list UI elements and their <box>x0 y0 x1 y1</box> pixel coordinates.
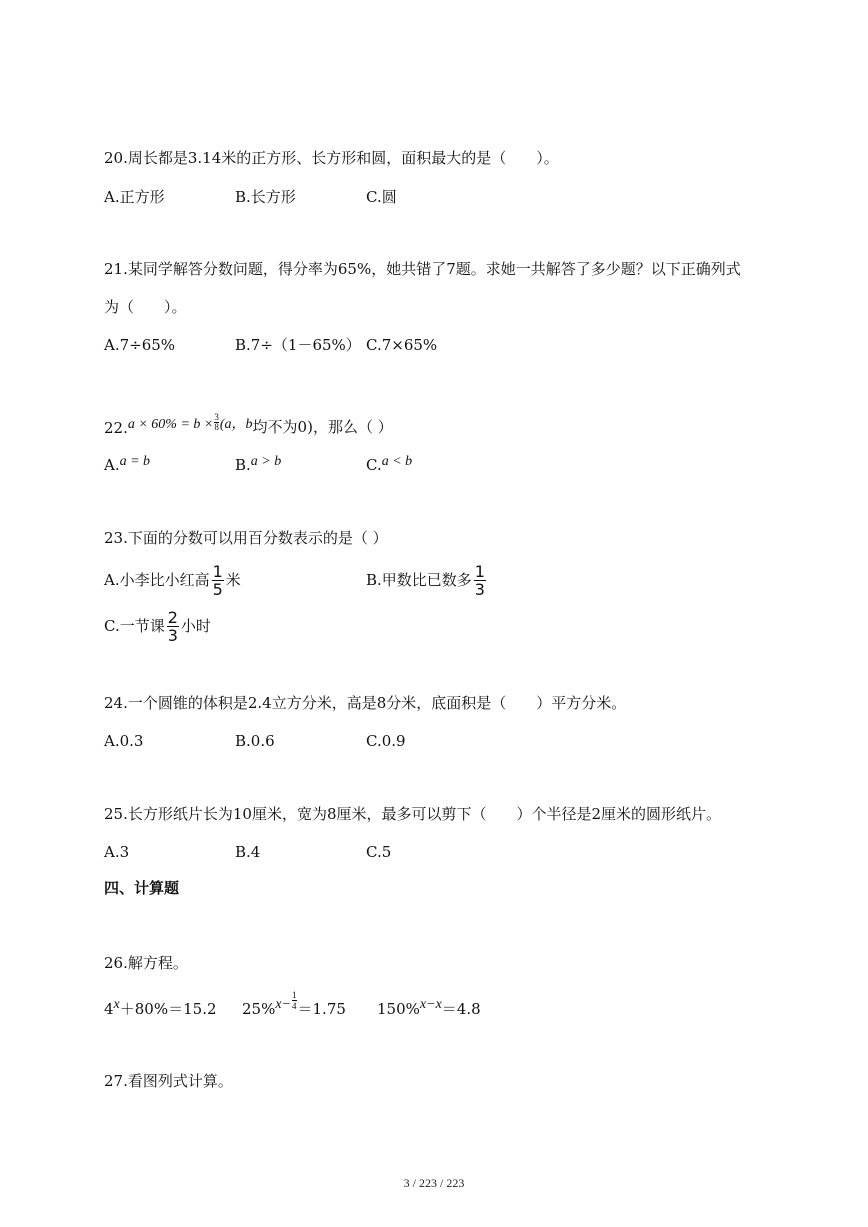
question-22-variable-b: b <box>245 417 253 432</box>
question-21-option-a: A.7÷65% <box>104 336 176 354</box>
question-23-option-c: C.一节课 $\frac{2}{3}$ 小时 <box>104 608 211 645</box>
question-20-option-c: C.圆 <box>366 188 397 206</box>
question-22-option-c: C.a < b <box>366 454 413 474</box>
question-22-number: 22. <box>104 419 128 437</box>
question-25-option-a: A.3 <box>104 843 130 861</box>
question-23-option-b-fraction: $\frac{1}{3}$ <box>474 562 485 599</box>
question-24-option-c: C.0.9 <box>366 732 406 750</box>
question-26-stem: 26.解方程。 <box>104 954 188 972</box>
question-23-option-a-fraction: $\frac{1}{5}$ <box>212 562 223 599</box>
question-25-option-b: B.4 <box>235 843 261 861</box>
question-23-option-b: B.甲数比已数多 $\frac{1}{3}$ <box>366 562 485 599</box>
question-24-option-a: A.0.3 <box>104 732 144 750</box>
page-number: 3 / 223 / 223 <box>403 1176 465 1190</box>
question-23-stem: 23.下面的分数可以用百分数表示的是（ ） <box>104 529 388 547</box>
question-22-stem <box>104 411 393 440</box>
question-22-condition: 均不为0)，那么（ ） <box>252 418 393 436</box>
question-20-option-b: B.长方形 <box>235 188 296 206</box>
question-23-option-a: A.小李比小红高 $\frac{1}{5}$ 米 <box>104 562 241 599</box>
equation-2-fraction: $\frac{1}{4}$ <box>292 989 297 1011</box>
section-4-heading: 四、计算题 <box>104 879 180 897</box>
question-25-stem: 25.长方形纸片长为10厘米，宽为8厘米，最多可以剪下（ ）个半径是2厘米的圆形纸片。 <box>104 805 722 823</box>
question-24-stem: 24.一个圆锥的体积是2.4立方分米，高是8分米，底面积是（ ）平方分米。 <box>104 694 627 712</box>
question-27-stem: 27.看图列式计算。 <box>104 1072 233 1090</box>
question-22-fraction: $\frac{3}{8}$ <box>214 411 219 432</box>
question-22-expression-left: a × 60% = b × <box>127 417 214 432</box>
question-24-option-b: B.0.6 <box>235 732 275 750</box>
question-21-option-c: C.7×65% <box>366 336 438 354</box>
question-21-stem-line2: 为（ ）。 <box>104 298 187 316</box>
question-22-option-b: B.a > b <box>235 454 282 474</box>
equation-3: 150%x−x＝4.8 <box>377 997 481 1018</box>
question-25-option-c: C.5 <box>366 843 392 861</box>
question-23-option-c-fraction: $\frac{2}{3}$ <box>167 608 178 645</box>
question-20-option-a: A.正方形 <box>104 188 165 206</box>
equation-2: 25%x− $\frac{1}{4}$ ＝1.75 <box>242 989 346 1018</box>
question-20-stem: 20.周长都是3.14米的正方形、长方形和圆，面积最大的是（ ）。 <box>104 149 559 167</box>
question-21-stem-line1: 21.某同学解答分数问题，得分率为65%，她共错了7题。求她一共解答了多少题？以下正确列式 <box>104 260 741 278</box>
equation-1: 4x＋80%＝15.2 <box>104 997 217 1018</box>
question-22-expression-right: (a， <box>219 417 246 432</box>
question-21-option-b: B.7÷（1－65%） <box>235 336 361 354</box>
question-22-option-a: A.a = b <box>104 454 151 474</box>
